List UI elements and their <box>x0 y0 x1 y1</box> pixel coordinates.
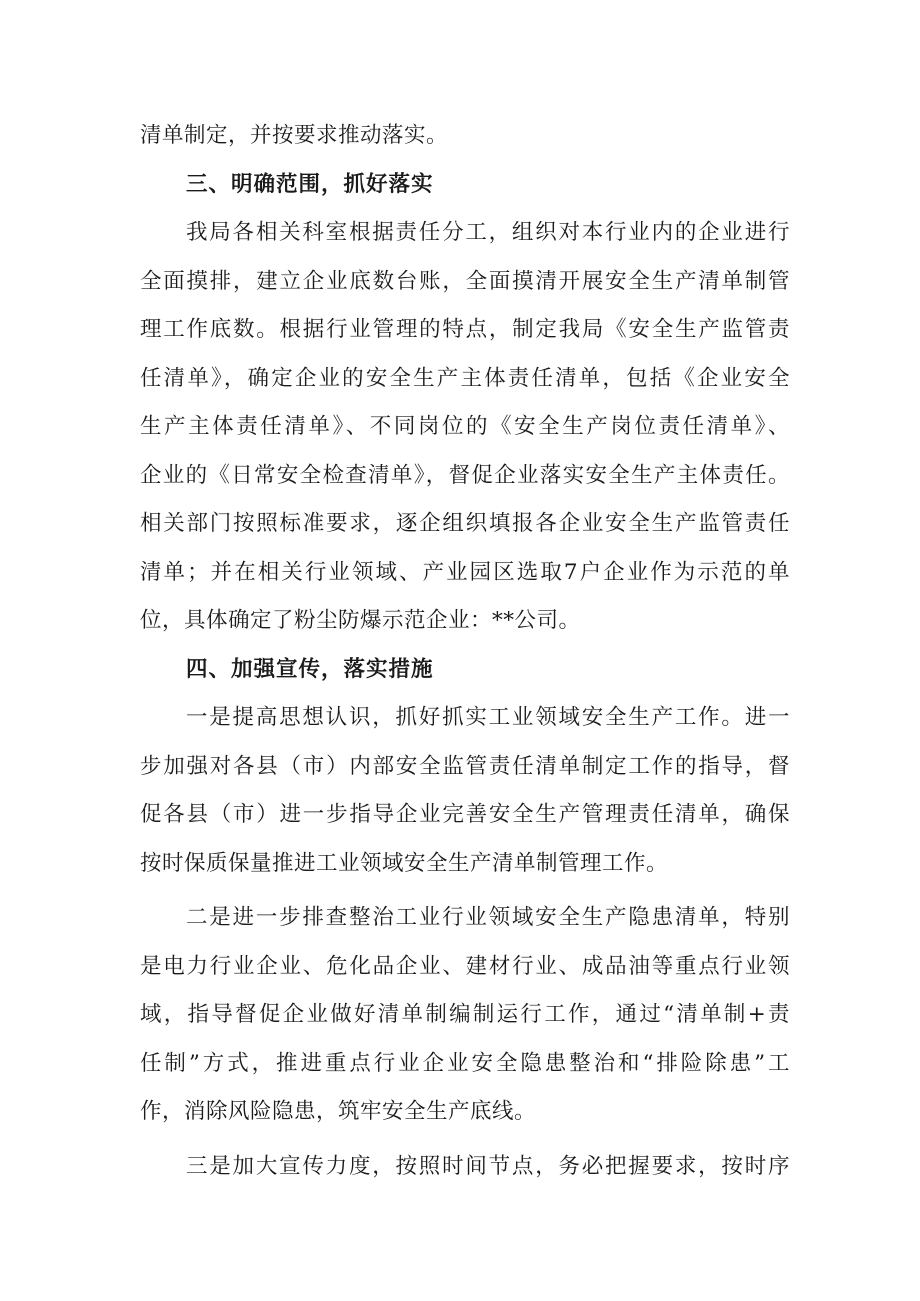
text-line-15: 促各县（市）进一步指导企业完善安全生产管理责任清单，确保 <box>140 802 790 827</box>
text-line-20: 任制”方式，推进重点行业企业安全隐患整治和“排险除患”工 <box>140 1050 790 1076</box>
section-heading-3: 三、明确范围，抓好落实 <box>186 171 434 197</box>
text-line-3: 我局各相关科室根据责任分工，组织对本行业内的企业进行 <box>186 220 790 245</box>
text-line-18: 是电力行业企业、危化品企业、建材行业、成品油等重点行业领 <box>140 953 790 979</box>
text-line-14: 步加强对各县（市）内部安全监管责任清单制定工作的指导，督 <box>140 753 790 779</box>
text-line-22: 三是加大宣传力度，按照时间节点，务必把握要求，按时序 <box>186 1153 790 1179</box>
text-line-21: 作，消除风险隐患，筑牢安全生产底线。 <box>140 1099 537 1124</box>
document-page <box>140 112 790 1191</box>
text-line-17: 二是进一步排查整治工业行业领域安全生产隐患清单，特别 <box>186 905 790 930</box>
text-line-13: 一是提高思想认识，抓好抓实工业领域安全生产工作。进一 <box>186 705 790 730</box>
section-heading-4: 四、加强宣传，落实措施 <box>186 656 434 682</box>
text-line-4: 全面摸排，建立企业底数台账，全面摸清开展安全生产清单制管 <box>140 268 790 294</box>
text-line-19: 域，指导督促企业做好清单制编制运行工作，通过“清单制+责 <box>140 1002 790 1027</box>
text-line-9: 相关部门按照标准要求，逐企组织填报各企业安全生产监管责任 <box>140 511 790 536</box>
text-line-8: 企业的《日常安全检查清单》，督促企业落实安全生产主体责任。 <box>140 462 790 488</box>
text-line-1: 清单制定，并按要求推动落实。 <box>140 123 449 148</box>
text-line-5: 理工作底数。根据行业管理的特点，制定我局《安全生产监管责 <box>140 317 790 342</box>
text-line-10: 清单；并在相关行业领域、产业园区选取7户企业作为示范的单 <box>140 559 790 585</box>
text-line-16: 按时保质保量推进工业领域安全生产清单制管理工作。 <box>140 850 669 876</box>
text-line-6: 任清单》，确定企业的安全生产主体责任清单，包括《企业安全 <box>140 365 790 391</box>
text-line-11: 位，具体确定了粉尘防爆示范企业：**公司。 <box>140 608 581 633</box>
text-line-7: 生产主体责任清单》、不同岗位的《安全生产岗位责任清单》、 <box>140 414 790 439</box>
